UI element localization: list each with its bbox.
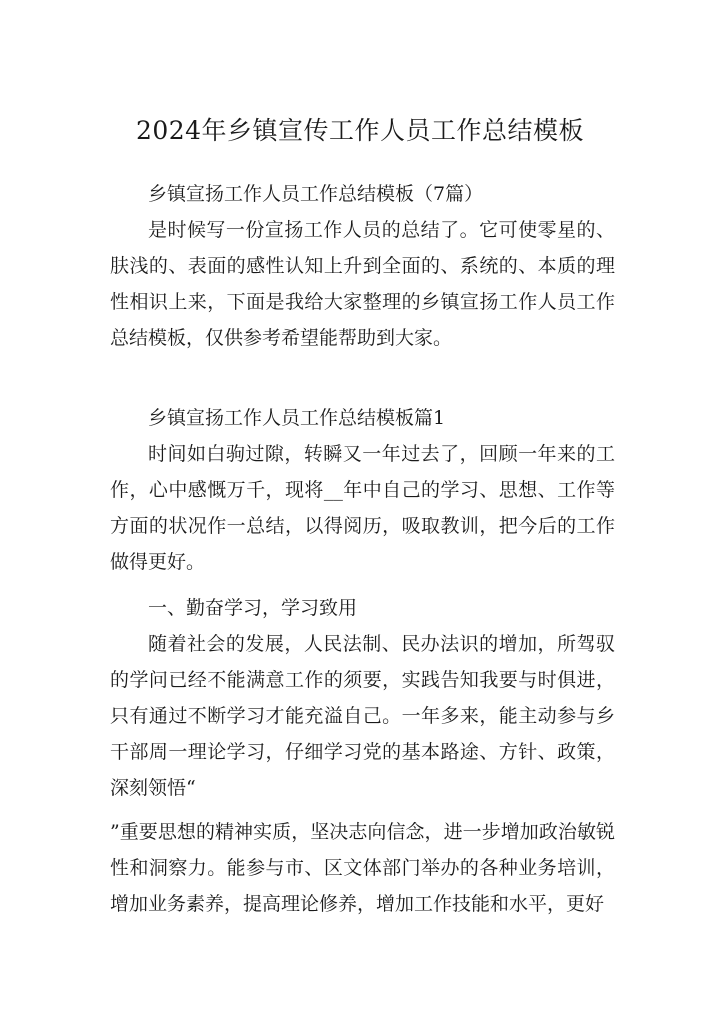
body-paragraph-1: 时间如白驹过隙，转瞬又一年过去了，回顾一年来的工作，心中感慨万千，现将__年中自己的学习、思想、工作等方面的状况作一总结，以得阅历，吸取教训，把今后的工作做得更好。 bbox=[110, 443, 615, 573]
document-title: 2024年乡镇宣传工作人员工作总结模板 bbox=[135, 116, 585, 145]
document-subtitle: 乡镇宣扬工作人员工作总结模板（7篇） bbox=[148, 183, 484, 205]
body-paragraph-3: ”重要思想的精神实质，坚决志向信念，进一步增加政治敏锐性和洞察力。能参与市、区文体部门举办的各种业务培训，增加业务素养，提高理论修养，增加工作技能和水平，更好 bbox=[110, 821, 615, 915]
section-heading: 乡镇宣扬工作人员工作总结模板篇1 bbox=[148, 407, 446, 429]
intro-paragraph: 是时候写一份宣扬工作人员的总结了。它可使零星的、肤浅的、表面的感性认知上升到全面的、系统的、本质的理性相识上来，下面是我给大家整理的乡镇宣扬工作人员工作总结模板，仅供参考希望能帮助到大家。 bbox=[110, 219, 615, 349]
point-heading-1: 一、勤奋学习，学习致用 bbox=[148, 597, 358, 619]
body-paragraph-2: 随着社会的发展，人民法制、民办法识的增加，所驾驭的学问已经不能满意工作的须要，实践告知我要与时俱进，只有通过不断学习才能充溢自己。一年多来，能主动参与乡干部周一理论学习，仔细学习党的基本路途、方针、政策，深刻领悟“ bbox=[110, 633, 615, 799]
